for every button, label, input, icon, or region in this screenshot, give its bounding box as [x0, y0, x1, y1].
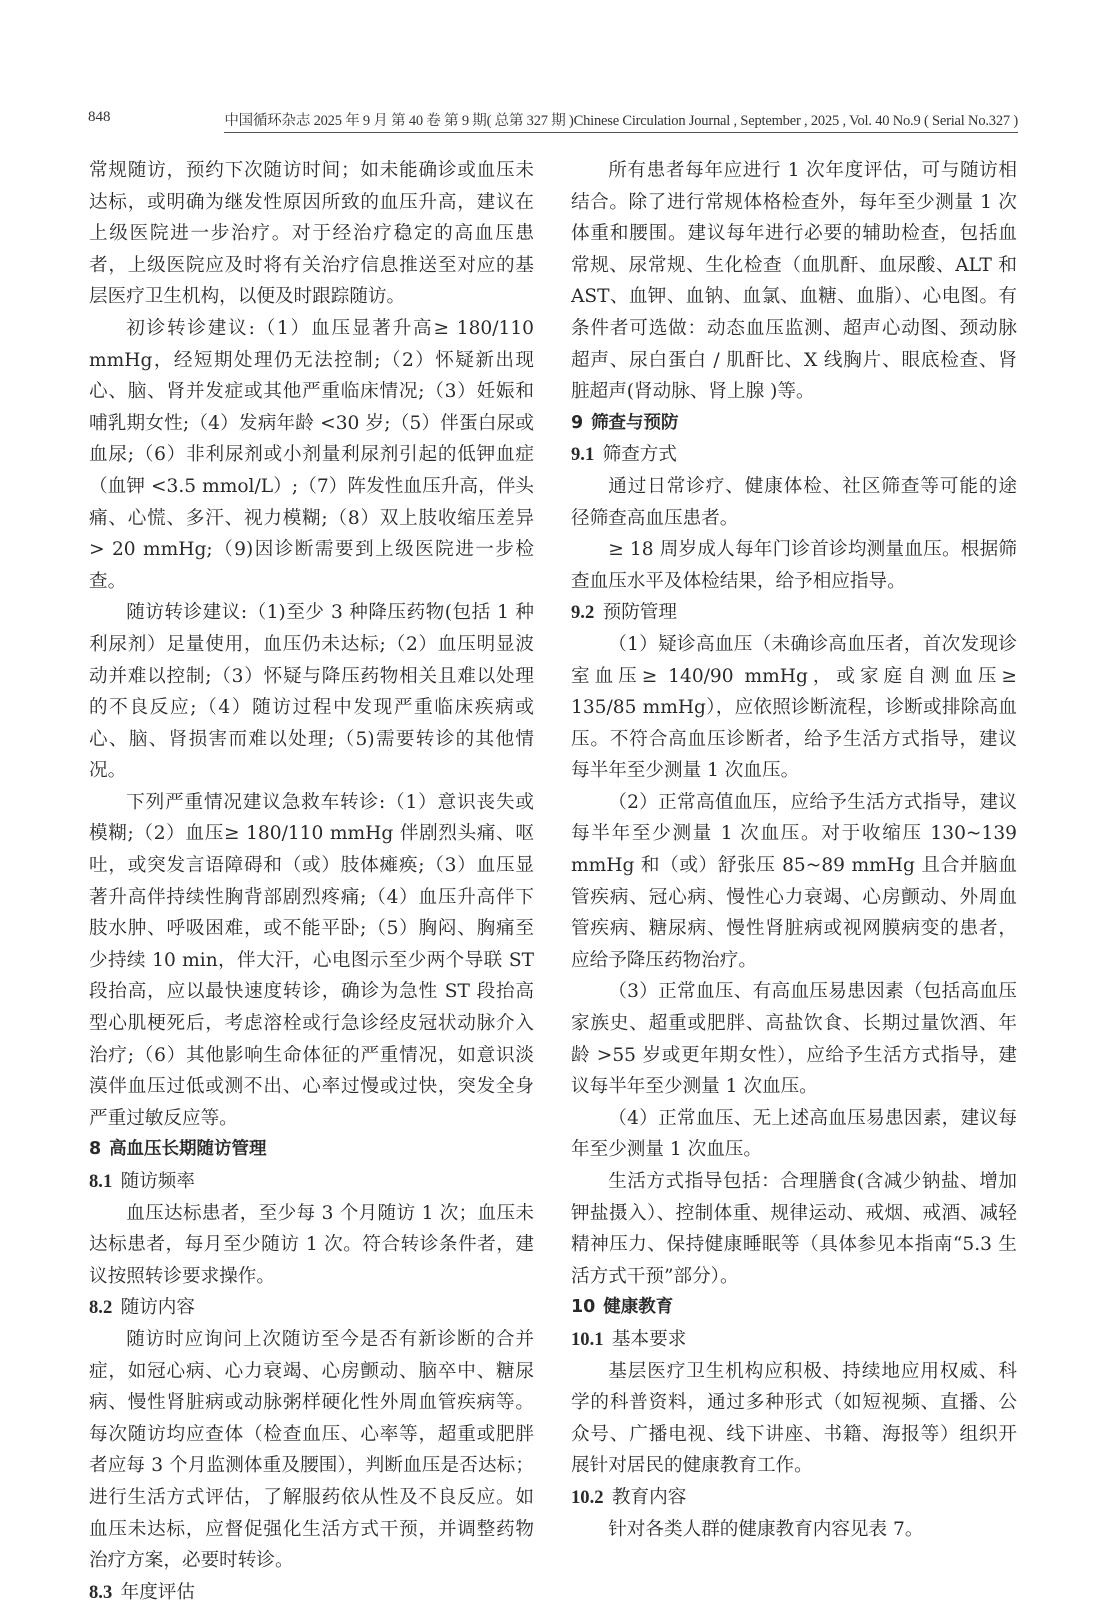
subsection-number: 8.2 — [89, 1297, 113, 1319]
subsection-title: 年度评估 — [120, 1581, 195, 1603]
paragraph-8-1: 血压达标患者，至少每 3 个月随访 1 次；血压未达标患者，每月至少随访 1 次。符合转诊条件者，建议按照转诊要求操作。 — [89, 1202, 534, 1287]
section-title: 高血压长期随访管理 — [109, 1139, 267, 1160]
paragraph-9-2-item-4: （4）正常血压、无上述高血压易患因素，建议每年至少测量 1 次血压。 — [571, 1107, 1017, 1161]
subsection-title: 筛查方式 — [602, 444, 677, 466]
paragraph-ambulance-referral: 下列严重情况建议急救车转诊:（1）意识丧失或模糊;（2）血压≥ 180/110 mmHg 伴剧烈头痛、呕吐，或突发言语障碍和（或）肢体瘫痪;（3）血压显著升高伴持续性胸背部剧烈疼痛;（4）血压升高伴下肢水肿、呼吸困难，或不能平卧;（5）胸闷、胸痛至少持续 10 min，伴大汗，心电图示至少两个导联 ST 段抬高，应以最快速度转诊，确诊为急性 ST 段抬高型心肌梗死后，考虑溶栓或行急诊经皮冠状动脉介入治疗;（6）其他影响生命体征的严重情况，如意识淡漠伴血压过低或测不出、心率过慢或过快，突发全身严重过敏反应等。 — [89, 791, 534, 1129]
subsection-number: 8.3 — [89, 1581, 113, 1603]
section-number: 10 — [571, 1297, 596, 1318]
paragraph-10-2: 针对各类人群的健康教育内容见表 7。 — [608, 1518, 924, 1540]
subsection-title: 随访频率 — [120, 1171, 195, 1192]
paragraph-9-2-item-3: （3）正常血压、有高血压易患因素（包括高血压家族史、超重或肥胖、高盐饮食、长期过量饮酒、年龄 >55 岁或更年期女性），应给予生活方式指导，建议每半年至少测量 1 次血压。 — [571, 981, 1017, 1098]
paragraph-lifestyle-guidance: 生活方式指导包括：合理膳食(含减少钠盐、增加钾盐摄入）、控制体重、规律运动、戒烟、戒酒、减轻精神压力、保持健康睡眠等（具体参见本指南“5.3 生活方式干预”部分）。 — [571, 1171, 1017, 1287]
paragraph-9-2-item-2: （2）正常高值血压，应给予生活方式指导，建议每半年至少测量 1 次血压。对于收缩压 130~139 mmHg 和（或）舒张压 85~89 mmHg 且合并脑血管疾病、冠心病、慢性心力衰竭、心房颤动、外周血管疾病、糖尿病、慢性肾脏病或视网膜病变的患者，应给予降压药物治疗。 — [571, 791, 1017, 971]
subsection-heading-8-2 — [89, 1292, 534, 1324]
section-title: 健康教育 — [603, 1297, 674, 1318]
paragraph-initial-referral: 初诊转诊建议:（1）血压显著升高≥ 180/110 mmHg，经短期处理仍无法控制;（2）怀疑新出现心、脑、肾并发症或其他严重临床情况;（3）妊娠和哺乳期女性;（4）发病年龄 <30 岁;（5）伴蛋白尿或血尿;（6）非利尿剂或小剂量利尿剂引起的低钾血症（血钾 <3.5 mmol/L）;（7）阵发性血压升高，伴头痛、心慌、多汗、视力模糊;（8）双上肢收缩压差异 > 20 mmHg;（9)因诊断需要到上级医院进一步检查。 — [89, 317, 534, 592]
section-heading-8 — [89, 1134, 534, 1166]
section-title: 筛查与预防 — [591, 412, 679, 433]
subsection-number: 10.1 — [571, 1328, 604, 1350]
subsection-number: 9.2 — [571, 602, 595, 624]
subsection-heading-9-2 — [571, 597, 1017, 629]
section-heading-9 — [571, 408, 1017, 440]
paragraph-8-2: 随访时应询问上次随访至今是否有新诊断的合并症，如冠心病、心力衰竭、心房颤动、脑卒中、糖尿病、慢性肾脏病或动脉粥样硬化性外周血管疾病等。每次随访均应查体（检查血压、心率等，超重或肥胖者应每 3 个月监测体重及腰围），判断血压是否达标；进行生活方式评估，了解服药依从性及不良反应。如血压未达标，应督促强化生活方式干预，并调整药物治疗方案，必要时转诊。 — [89, 1328, 534, 1572]
paragraph-continued: 常规随访，预约下次随访时间；如未能确诊或血压未达标，或明确为继发性原因所致的血压升高，建议在上级医院进一步治疗。对于经治疗稳定的高血压患者，上级医院应及时将有关治疗信息推送至对应的基层医疗卫生机构，以便及时跟踪随访。 — [89, 160, 534, 308]
section-number: 9 — [571, 412, 584, 433]
subsection-heading-9-1 — [571, 439, 1017, 471]
left-column — [89, 155, 534, 1608]
page-header — [88, 109, 1018, 133]
subsection-number: 9.1 — [571, 444, 595, 466]
paragraph-9-1-a: 通过日常诊疗、健康体检、社区筛查等可能的途径筛查高血压患者。 — [571, 475, 1017, 529]
section-heading-10 — [571, 1292, 1017, 1324]
paragraph-9-1-b: ≥ 18 周岁成人每年门诊首诊均测量血压。根据筛查血压水平及体检结果，给予相应指导。 — [571, 539, 1017, 592]
subsection-title: 预防管理 — [602, 602, 677, 624]
paragraph-10-1: 基层医疗卫生机构应积极、持续地应用权威、科学的科普资料，通过多种形式（如短视频、直播、公众号、广播电视、线下讲座、书籍、海报等）组织开展针对居民的健康教育工作。 — [571, 1360, 1017, 1477]
subsection-heading-8-3 — [89, 1577, 534, 1608]
section-number: 8 — [89, 1139, 102, 1160]
page-number: 848 — [88, 109, 111, 125]
right-column — [571, 155, 1017, 1545]
subsection-number: 10.2 — [571, 1486, 604, 1508]
subsection-title: 教育内容 — [611, 1486, 687, 1508]
paragraph-9-2-item-1: （1）疑诊高血压（未确诊高血压者，首次发现诊室血压≥ 140/90 mmHg，或家庭自测血压≥ 135/85 mmHg），应依照诊断流程，诊断或排除高血压。不符合高血压诊断者，给予生活方式指导，建议每半年至少测量 1 次血压。 — [571, 633, 1017, 782]
subsection-heading-10-1 — [571, 1324, 1017, 1356]
paragraph-8-3: 所有患者每年应进行 1 次年度评估，可与随访相结合。除了进行常规体格检查外，每年至少测量 1 次体重和腰围。建议每年进行必要的辅助检查，包括血常规、尿常规、生化检查（血肌酐、血尿酸、ALT 和 AST、血钾、血钠、血氯、血糖、血脂）、心电图。有条件者可选做：动态血压监测、超声心动图、颈动脉超声、尿白蛋白 / 肌酐比、X 线胸片、眼底检查、肾脏超声(肾动脉、肾上腺 )等。 — [571, 160, 1017, 403]
paragraph-followup-referral: 随访转诊建议:（1)至少 3 种降压药物(包括 1 种利尿剂）足量使用，血压仍未达标;（2）血压明显波动并难以控制;（3）怀疑与降压药物相关且难以处理的不良反应;（4）随访过程中发现严重临床疾病或心、脑、肾损害而难以处理;（5)需要转诊的其他情况。 — [89, 602, 534, 782]
subsection-title: 随访内容 — [120, 1297, 195, 1319]
subsection-title: 基本要求 — [611, 1328, 687, 1350]
subsection-number: 8.1 — [89, 1171, 113, 1192]
journal-running-title: 中国循环杂志 2025 年 9 月 第 40 卷 第 9 期( 总第 327 期 )Chinese Circulation Journal , September , 2025 , Vol. 40 No.9 ( Serial No.327 ) — [224, 109, 1018, 133]
subsection-heading-8-1 — [89, 1166, 534, 1198]
